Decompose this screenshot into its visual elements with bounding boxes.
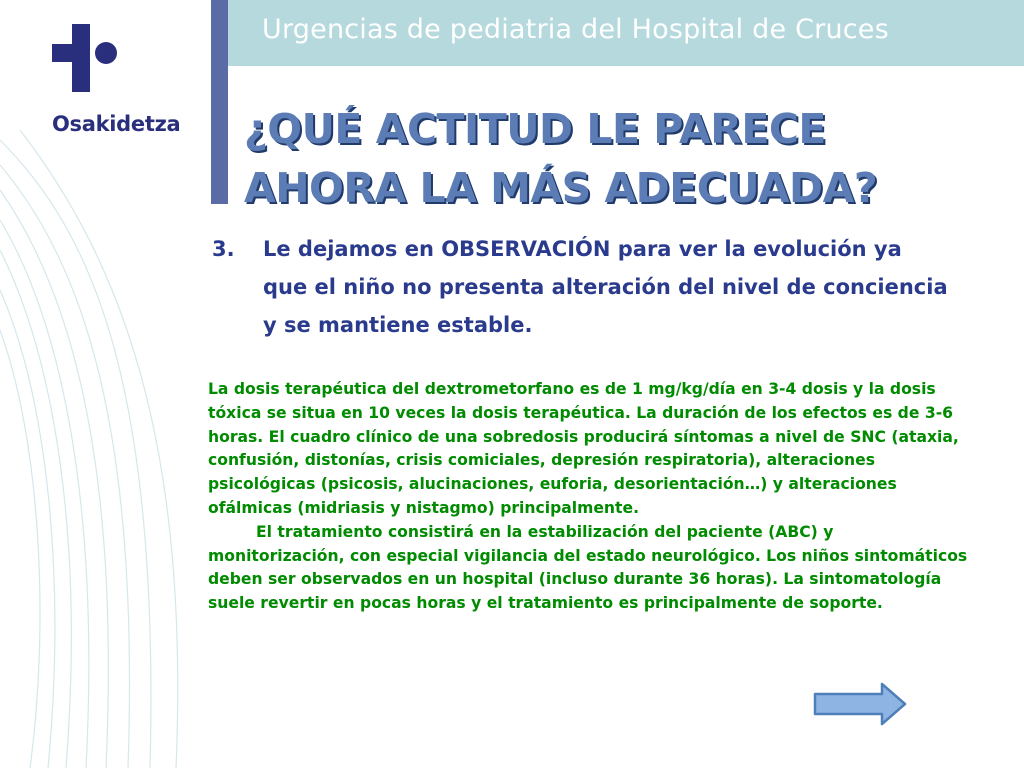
- osakidetza-logo-icon: [50, 22, 122, 94]
- brand-name: Osakidetza: [52, 112, 181, 136]
- slide-title: [244, 100, 877, 218]
- explanation-paragraph-1: La dosis terapéutica del dextrometorfano es de 1 mg/kg/día en 3-4 dosis y la dosis tóxica se situa en 10 veces la dosis terapéutica. La duración de los efectos es de 3-6 horas. El cuadro clínico de una sobredosis producirá síntomas a nivel de SNC (ataxia, confusión, distonías, crisis comiciales, depresión respiratoria), alteraciones psicológicas (psicosis, alucinaciones, euforia, desorientación…) y alteraciones ofálmicas (midriasis y nistagmo) principalmente.: [208, 380, 959, 517]
- explanation-paragraph-2: El tratamiento consistirá en la estabilización del paciente (ABC) y monitorización, con especial vigilancia del estado neurológico. Los niños sintomáticos deben ser observados en un hospital (incluso durante 36 horas). La sintomatología suele revertir en pocas horas y el tratamiento es principalmente de soporte.: [208, 522, 968, 613]
- header-title: Urgencias de pediatria del Hospital de Cruces: [262, 14, 889, 45]
- next-slide-button[interactable]: [812, 682, 908, 726]
- arrow-right-icon: [815, 684, 905, 724]
- answer-option: [212, 230, 972, 344]
- option-number: 3.: [212, 237, 235, 261]
- slide-title-line-2: AHORA LA MÁS ADECUADA?: [244, 164, 878, 212]
- accent-bar: [211, 0, 228, 204]
- slide-title-line-1: ¿QUÉ ACTITUD LE PARECE: [244, 105, 826, 153]
- option-text: Le dejamos en OBSERVACIÓN para ver la evolución ya que el niño no presenta alteración del nivel de conciencia y se mantiene estable.: [263, 237, 948, 337]
- explanation-text: [208, 378, 968, 616]
